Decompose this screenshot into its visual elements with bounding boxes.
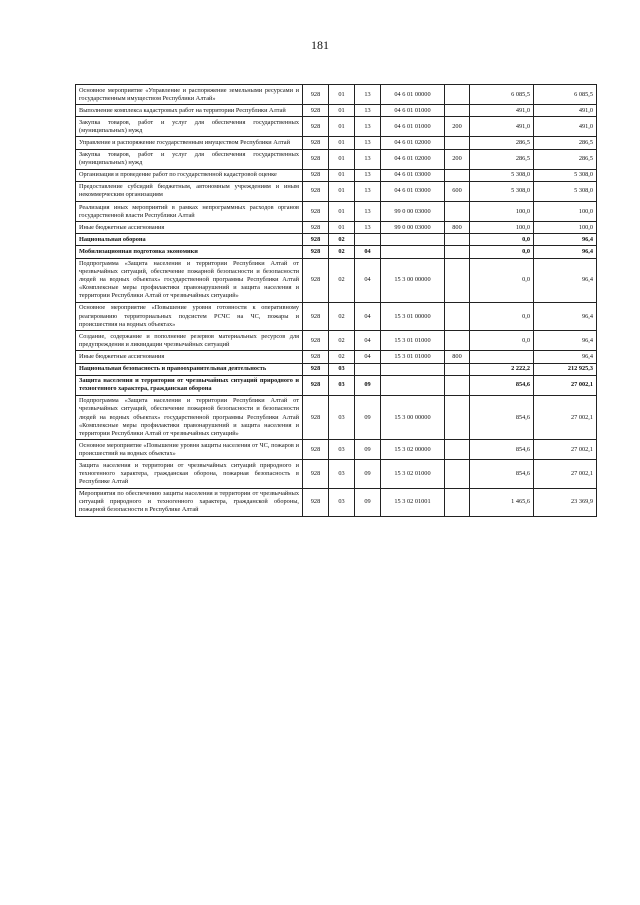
row-name: Управление и распоряжение государственным имуществом Республики Алтай xyxy=(76,137,303,149)
target-article-code: 15 3 00 00000 xyxy=(381,395,445,439)
expense-type-code xyxy=(445,234,470,246)
expense-type-code xyxy=(445,460,470,488)
ministry-code: 928 xyxy=(303,117,329,137)
ministry-code: 928 xyxy=(303,460,329,488)
section-code: 01 xyxy=(329,149,355,169)
ministry-code: 928 xyxy=(303,181,329,201)
row-name: Основное мероприятие «Повышение уровня готовности к оперативному реагированию территориальных подсистем РСЧС на ЧС, пожары и происшествия на водных объектах» xyxy=(76,302,303,330)
ministry-code: 928 xyxy=(303,375,329,395)
section-code: 03 xyxy=(329,440,355,460)
ministry-code: 928 xyxy=(303,137,329,149)
amount-1: 854,6 xyxy=(470,460,534,488)
target-article-code: 04 6 01 01000 xyxy=(381,105,445,117)
table-row xyxy=(76,302,597,330)
subsection-code: 13 xyxy=(355,202,381,222)
amount-1: 100,0 xyxy=(470,202,534,222)
ministry-code: 928 xyxy=(303,363,329,375)
table-row xyxy=(76,375,597,395)
row-name: Реализация иных мероприятий в рамках непрограммных расходов органов государственной власти Республики Алтай xyxy=(76,202,303,222)
row-name: Мобилизационная подготовка экономики xyxy=(76,246,303,258)
amount-2: 491,0 xyxy=(534,105,597,117)
row-name: Национальная оборона xyxy=(76,234,303,246)
section-code: 03 xyxy=(329,395,355,439)
amount-1: 0,0 xyxy=(470,234,534,246)
table-row xyxy=(76,488,597,516)
amount-2: 96,4 xyxy=(534,351,597,363)
row-name: Подпрограмма «Защита населения и территории Республики Алтай от чрезвычайных ситуаций, обеспечение пожарной безопасности и безопасности людей на водных объектах» государственной программы Республики Алтай «Комплексные меры профилактики правонарушений и защита населения и территории Республики Алтай от чрезвычайных ситуаций» xyxy=(76,258,303,302)
ministry-code: 928 xyxy=(303,149,329,169)
target-article-code: 15 3 02 01000 xyxy=(381,460,445,488)
amount-2: 96,4 xyxy=(534,246,597,258)
target-article-code xyxy=(381,246,445,258)
ministry-code: 928 xyxy=(303,202,329,222)
amount-1 xyxy=(470,351,534,363)
section-code: 01 xyxy=(329,169,355,181)
table-row xyxy=(76,460,597,488)
table-row xyxy=(76,246,597,258)
expense-type-code xyxy=(445,137,470,149)
table-row xyxy=(76,258,597,302)
ministry-code: 928 xyxy=(303,246,329,258)
amount-2: 5 308,0 xyxy=(534,169,597,181)
amount-2: 212 925,3 xyxy=(534,363,597,375)
section-code: 03 xyxy=(329,460,355,488)
ministry-code: 928 xyxy=(303,85,329,105)
target-article-code: 15 3 00 00000 xyxy=(381,258,445,302)
table-row xyxy=(76,181,597,201)
amount-2: 6 085,5 xyxy=(534,85,597,105)
expense-type-code xyxy=(445,488,470,516)
target-article-code: 99 0 00 03000 xyxy=(381,202,445,222)
subsection-code: 13 xyxy=(355,117,381,137)
section-code: 01 xyxy=(329,181,355,201)
expense-type-code xyxy=(445,202,470,222)
row-name: Национальная безопасность и правоохранительная деятельность xyxy=(76,363,303,375)
amount-2: 5 308,0 xyxy=(534,181,597,201)
expense-type-code xyxy=(445,395,470,439)
budget-table xyxy=(75,84,597,517)
ministry-code: 928 xyxy=(303,351,329,363)
target-article-code: 15 3 01 01000 xyxy=(381,331,445,351)
amount-2: 100,0 xyxy=(534,202,597,222)
expense-type-code: 800 xyxy=(445,222,470,234)
amount-2: 96,4 xyxy=(534,302,597,330)
amount-1: 1 465,6 xyxy=(470,488,534,516)
table-row xyxy=(76,234,597,246)
ministry-code: 928 xyxy=(303,169,329,181)
amount-1: 6 085,5 xyxy=(470,85,534,105)
section-code: 03 xyxy=(329,363,355,375)
expense-type-code xyxy=(445,169,470,181)
row-name: Создание, содержание и пополнение резервов материальных ресурсов для предупреждения и ликвидации чрезвычайных ситуаций xyxy=(76,331,303,351)
table-row xyxy=(76,395,597,439)
target-article-code: 99 0 00 03000 xyxy=(381,222,445,234)
section-code: 01 xyxy=(329,117,355,137)
target-article-code: 04 6 01 02000 xyxy=(381,149,445,169)
ministry-code: 928 xyxy=(303,234,329,246)
section-code: 01 xyxy=(329,85,355,105)
row-name: Основное мероприятие «Управление и распоряжение земельными ресурсами и государственным имуществом Республики Алтай» xyxy=(76,85,303,105)
row-name: Иные бюджетные ассигнования xyxy=(76,222,303,234)
target-article-code xyxy=(381,234,445,246)
amount-2: 100,0 xyxy=(534,222,597,234)
target-article-code xyxy=(381,375,445,395)
ministry-code: 928 xyxy=(303,395,329,439)
expense-type-code xyxy=(445,375,470,395)
expense-type-code: 800 xyxy=(445,351,470,363)
ministry-code: 928 xyxy=(303,488,329,516)
target-article-code xyxy=(381,363,445,375)
amount-2: 96,4 xyxy=(534,331,597,351)
amount-2: 96,4 xyxy=(534,234,597,246)
subsection-code: 09 xyxy=(355,440,381,460)
row-name: Предоставление субсидий бюджетным, автономным учреждениям и иным некоммерческим организациям xyxy=(76,181,303,201)
target-article-code: 15 3 01 01000 xyxy=(381,351,445,363)
amount-1: 286,5 xyxy=(470,149,534,169)
row-name: Защита населения и территории от чрезвычайных ситуаций природного и техногенного характера, гражданская оборона, пожарная безопасность в Республике Алтай xyxy=(76,460,303,488)
target-article-code: 15 3 01 00000 xyxy=(381,302,445,330)
subsection-code: 04 xyxy=(355,302,381,330)
subsection-code: 09 xyxy=(355,375,381,395)
subsection-code xyxy=(355,363,381,375)
amount-1: 2 222,2 xyxy=(470,363,534,375)
amount-1: 0,0 xyxy=(470,246,534,258)
target-article-code: 04 6 01 00000 xyxy=(381,85,445,105)
subsection-code: 13 xyxy=(355,222,381,234)
target-article-code: 04 6 01 03000 xyxy=(381,181,445,201)
expense-type-code xyxy=(445,302,470,330)
amount-1: 491,0 xyxy=(470,117,534,137)
subsection-code: 09 xyxy=(355,460,381,488)
amount-1: 854,6 xyxy=(470,440,534,460)
row-name: Иные бюджетные ассигнования xyxy=(76,351,303,363)
table-row xyxy=(76,85,597,105)
target-article-code: 04 6 01 03000 xyxy=(381,169,445,181)
expense-type-code xyxy=(445,246,470,258)
section-code: 01 xyxy=(329,202,355,222)
section-code: 02 xyxy=(329,258,355,302)
subsection-code: 04 xyxy=(355,246,381,258)
expense-type-code: 200 xyxy=(445,149,470,169)
subsection-code: 13 xyxy=(355,137,381,149)
table-row xyxy=(76,137,597,149)
row-name: Защита населения и территории от чрезвычайных ситуаций природного и техногенного характера, гражданская оборона xyxy=(76,375,303,395)
section-code: 02 xyxy=(329,331,355,351)
page-number: 181 xyxy=(311,38,329,52)
section-code: 02 xyxy=(329,351,355,363)
subsection-code: 13 xyxy=(355,149,381,169)
amount-2: 96,4 xyxy=(534,258,597,302)
expense-type-code xyxy=(445,85,470,105)
amount-1: 854,6 xyxy=(470,375,534,395)
amount-1: 0,0 xyxy=(470,331,534,351)
row-name: Закупка товаров, работ и услуг для обеспечения государственных (муниципальных) нужд xyxy=(76,117,303,137)
target-article-code: 15 3 02 01001 xyxy=(381,488,445,516)
amount-2: 286,5 xyxy=(534,137,597,149)
ministry-code: 928 xyxy=(303,258,329,302)
subsection-code: 13 xyxy=(355,105,381,117)
ministry-code: 928 xyxy=(303,105,329,117)
expense-type-code xyxy=(445,363,470,375)
amount-1: 5 308,0 xyxy=(470,181,534,201)
section-code: 01 xyxy=(329,137,355,149)
row-name: Подпрограмма «Защита населения и территории Республики Алтай от чрезвычайных ситуаций, обеспечение пожарной безопасности и безопасности людей на водных объектах» государственной программы Республики Алтай «Комплексные меры профилактики правонарушений и защита населения и территории Республики Алтай от чрезвычайных ситуаций» xyxy=(76,395,303,439)
table-row xyxy=(76,222,597,234)
amount-1: 0,0 xyxy=(470,302,534,330)
amount-1: 5 308,0 xyxy=(470,169,534,181)
ministry-code: 928 xyxy=(303,302,329,330)
amount-2: 27 002,1 xyxy=(534,460,597,488)
expense-type-code xyxy=(445,440,470,460)
amount-1: 854,6 xyxy=(470,395,534,439)
amount-1: 286,5 xyxy=(470,137,534,149)
subsection-code: 13 xyxy=(355,181,381,201)
row-name: Выполнение комплекса кадастровых работ на территории Республики Алтай xyxy=(76,105,303,117)
subsection-code: 13 xyxy=(355,169,381,181)
row-name: Закупка товаров, работ и услуг для обеспечения государственных (муниципальных) нужд xyxy=(76,149,303,169)
expense-type-code xyxy=(445,331,470,351)
amount-1: 491,0 xyxy=(470,105,534,117)
amount-1: 100,0 xyxy=(470,222,534,234)
section-code: 01 xyxy=(329,105,355,117)
subsection-code: 04 xyxy=(355,258,381,302)
amount-2: 27 002,1 xyxy=(534,440,597,460)
amount-2: 23 369,9 xyxy=(534,488,597,516)
subsection-code xyxy=(355,234,381,246)
amount-2: 27 002,1 xyxy=(534,375,597,395)
target-article-code: 15 3 02 00000 xyxy=(381,440,445,460)
table-row xyxy=(76,351,597,363)
amount-2: 491,0 xyxy=(534,117,597,137)
table-row xyxy=(76,105,597,117)
table-row xyxy=(76,149,597,169)
ministry-code: 928 xyxy=(303,440,329,460)
table-row xyxy=(76,331,597,351)
section-code: 03 xyxy=(329,375,355,395)
expense-type-code xyxy=(445,105,470,117)
subsection-code: 04 xyxy=(355,351,381,363)
amount-2: 286,5 xyxy=(534,149,597,169)
row-name: Мероприятия по обеспечению защиты населения и территории от чрезвычайных ситуаций природного и техногенного характера, гражданской обороны, пожарной безопасности в Республике Алтай xyxy=(76,488,303,516)
section-code: 01 xyxy=(329,222,355,234)
section-code: 02 xyxy=(329,302,355,330)
table-row xyxy=(76,202,597,222)
table-row xyxy=(76,440,597,460)
target-article-code: 04 6 01 02000 xyxy=(381,137,445,149)
expense-type-code: 200 xyxy=(445,117,470,137)
target-article-code: 04 6 01 01000 xyxy=(381,117,445,137)
table-row xyxy=(76,117,597,137)
ministry-code: 928 xyxy=(303,222,329,234)
expense-type-code: 600 xyxy=(445,181,470,201)
table-row xyxy=(76,169,597,181)
subsection-code: 04 xyxy=(355,331,381,351)
expense-type-code xyxy=(445,258,470,302)
row-name: Основное мероприятие «Повышение уровня защиты населения от ЧС, пожаров и происшествий на водных объектах» xyxy=(76,440,303,460)
amount-1: 0,0 xyxy=(470,258,534,302)
section-code: 03 xyxy=(329,488,355,516)
table-row xyxy=(76,363,597,375)
row-name: Организация и проведение работ по государственной кадастровой оценке xyxy=(76,169,303,181)
section-code: 02 xyxy=(329,234,355,246)
subsection-code: 13 xyxy=(355,85,381,105)
amount-2: 27 002,1 xyxy=(534,395,597,439)
ministry-code: 928 xyxy=(303,331,329,351)
section-code: 02 xyxy=(329,246,355,258)
subsection-code: 09 xyxy=(355,488,381,516)
subsection-code: 09 xyxy=(355,395,381,439)
